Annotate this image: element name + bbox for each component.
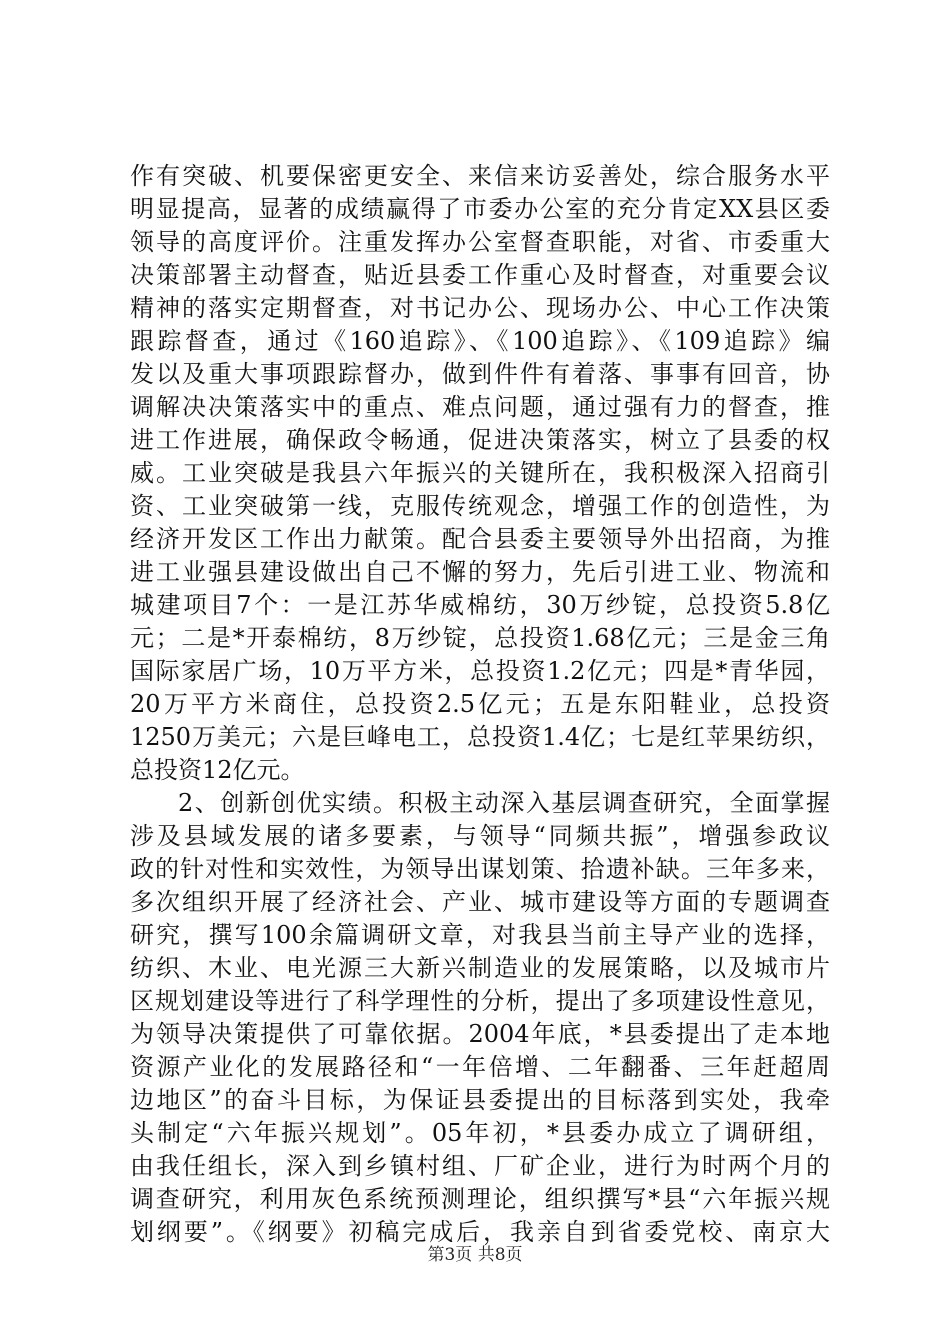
text-line: 由我任组长，深入到乡镇村组、厂矿企业，进行为时两个月的 <box>130 1152 830 1180</box>
text-line: 国际家居广场，10万平方米，总投资1.2亿元；四是*青华园， <box>130 657 830 685</box>
text-line: 研究，撰写100余篇调研文章，对我县当前主导产业的选择， <box>130 921 830 949</box>
text-line: 明显提高，显著的成绩赢得了市委办公室的充分肯定XX县区委 <box>130 195 830 223</box>
text-line: 涉及县域发展的诸多要素，与领导“同频共振”，增强参政议 <box>130 822 830 850</box>
text-line: 城建项目7个：一是江苏华威棉纺，30万纱锭，总投资5.8亿 <box>130 591 830 619</box>
text-line: 总投资12亿元。 <box>130 756 305 784</box>
text-line: 调查研究，利用灰色系统预测理论，组织撰写*县“六年振兴规 <box>130 1185 830 1213</box>
text-line: 进工业强县建设做出自己不懈的努力，先后引进工业、物流和 <box>130 558 830 586</box>
document-body <box>130 160 830 1249</box>
text-line: 进工作进展，确保政令畅通，促进决策落实，树立了县委的权 <box>130 426 830 454</box>
text-line: 政的针对性和实效性，为领导出谋划策、拾遗补缺。三年多来， <box>130 855 830 883</box>
text-line: 经济开发区工作出力献策。配合县委主要领导外出招商，为推 <box>130 525 830 553</box>
text-line: 头制定“六年振兴规划”。05年初，*县委办成立了调研组， <box>130 1119 830 1147</box>
text-line: 决策部署主动督查，贴近县委工作重心及时督查，对重要会议 <box>130 261 830 289</box>
text-line: 划纲要”。《纲要》初稿完成后，我亲自到省委党校、南京大 <box>130 1218 830 1246</box>
text-line: 领导的高度评价。注重发挥办公室督查职能，对省、市委重大 <box>130 228 830 256</box>
text-line: 跟踪督查，通过《160追踪》、《100追踪》、《109追踪》编 <box>130 327 830 355</box>
text-line: 精神的落实定期督查，对书记办公、现场办公、中心工作决策 <box>130 294 830 322</box>
text-line: 为领导决策提供了可靠依据。2004年底，*县委提出了走本地 <box>130 1020 830 1048</box>
text-line: 资、工业突破第一线，克服传统观念，增强工作的创造性，为 <box>130 492 830 520</box>
text-line: 资源产业化的发展路径和“一年倍增、二年翻番、三年赶超周 <box>130 1053 830 1081</box>
page-number-footer: 第3页 共8页 <box>427 1245 523 1265</box>
text-line: 调解决决策落实中的重点、难点问题，通过强有力的督查，推 <box>130 393 830 421</box>
text-line: 作有突破、机要保密更安全、来信来访妥善处，综合服务水平 <box>130 162 830 190</box>
section-heading-line: 2、创新创优实绩。积极主动深入基层调查研究，全面掌握 <box>178 789 830 817</box>
text-line: 区规划建设等进行了科学理性的分析，提出了多项建设性意见， <box>130 987 830 1015</box>
text-line: 多次组织开展了经济社会、产业、城市建设等方面的专题调查 <box>130 888 830 916</box>
text-line: 1250万美元；六是巨峰电工，总投资1.4亿；七是红苹果纺织， <box>130 723 830 751</box>
text-line: 元；二是*开泰棉纺，8万纱锭，总投资1.68亿元；三是金三角 <box>130 624 830 652</box>
text-line: 发以及重大事项跟踪督办，做到件件有着落、事事有回音，协 <box>130 360 830 388</box>
text-line: 边地区”的奋斗目标，为保证县委提出的目标落到实处，我牵 <box>130 1086 830 1114</box>
text-line: 20万平方米商住，总投资2.5亿元；五是东阳鞋业，总投资 <box>130 690 830 718</box>
text-line: 纺织、木业、电光源三大新兴制造业的发展策略，以及城市片 <box>130 954 830 982</box>
text-line: 威。工业突破是我县六年振兴的关键所在，我积极深入招商引 <box>130 459 830 487</box>
